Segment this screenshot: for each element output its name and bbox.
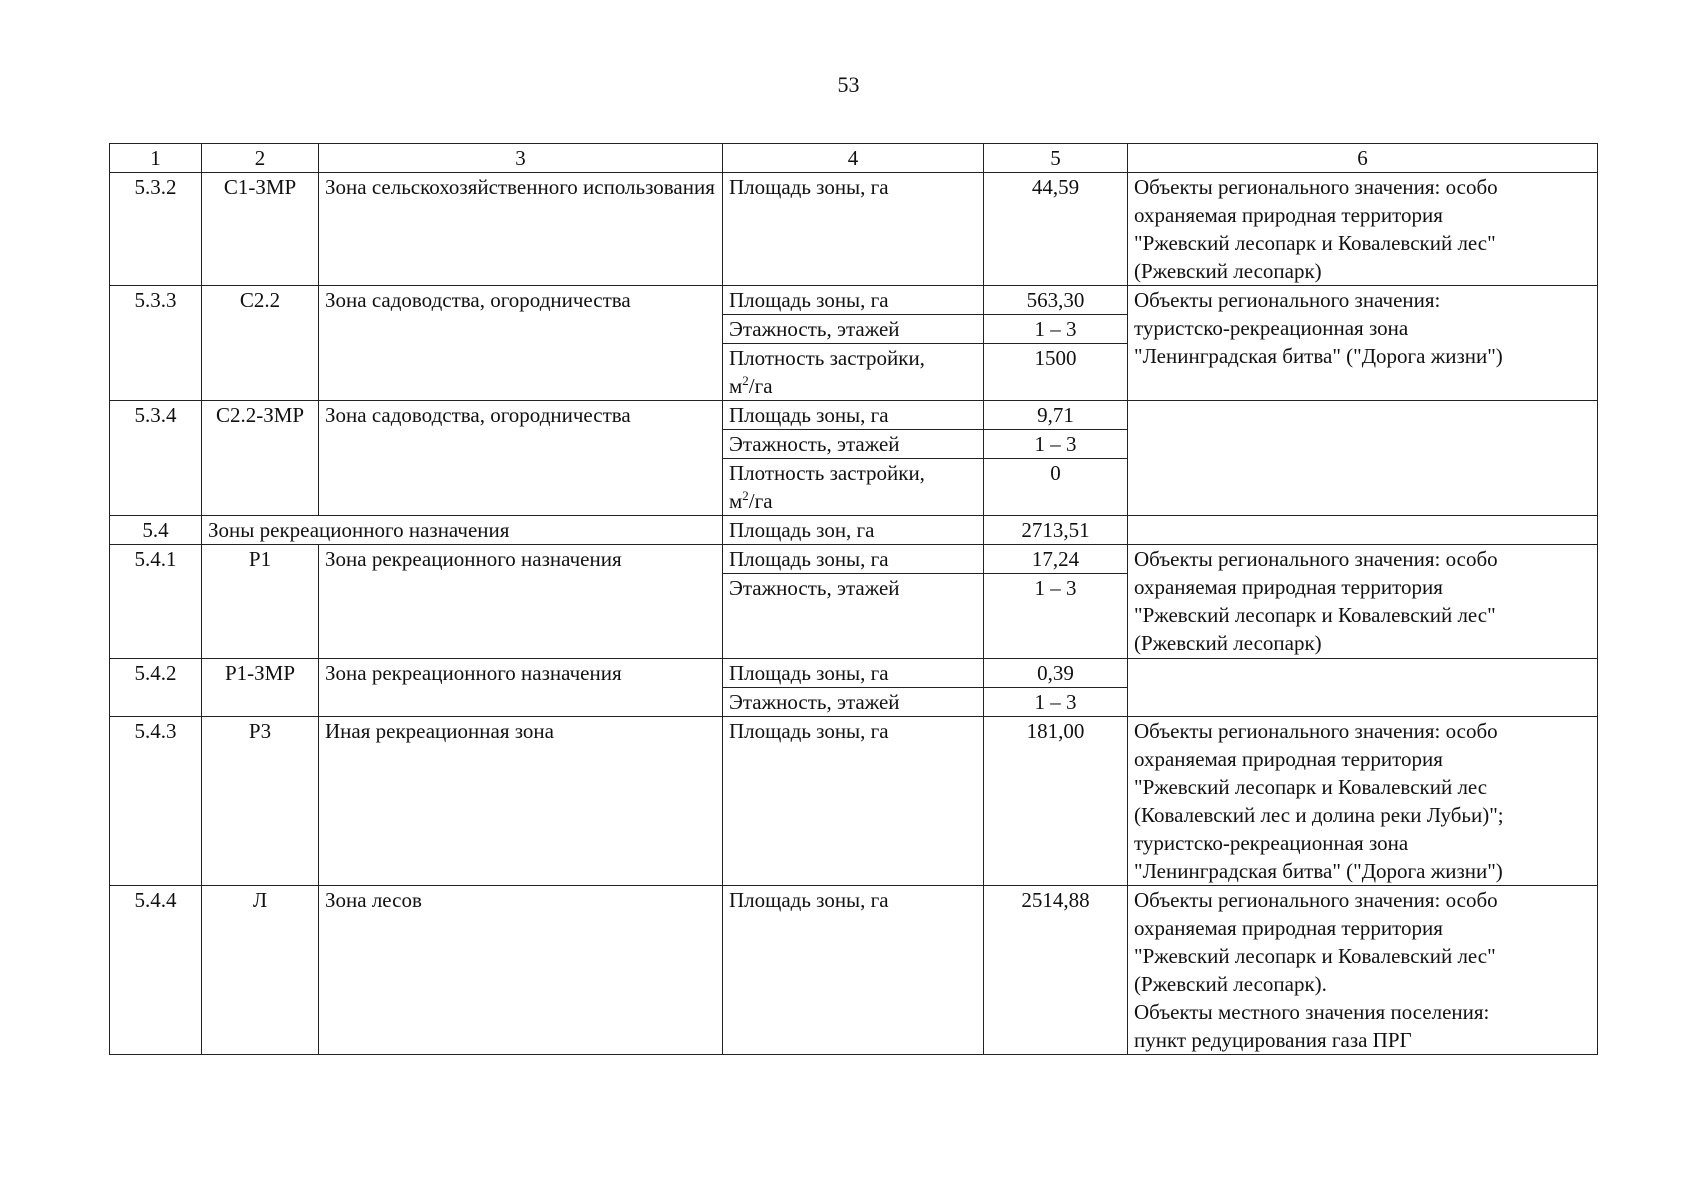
- parameter-label: [723, 430, 984, 459]
- parameter-label: [723, 659, 984, 688]
- header-cell: 4: [723, 144, 984, 173]
- row-number: 5.4: [110, 516, 202, 545]
- unit-tail: /га: [748, 489, 773, 513]
- objects-line: (Ковалевский лес и долина реки Лубьи)";: [1134, 803, 1504, 827]
- header-cell: 1: [110, 144, 202, 173]
- objects-description: [1128, 886, 1598, 1055]
- objects-description: [1128, 545, 1598, 659]
- zone-name: Зона рекреационного назначения: [319, 659, 723, 717]
- parameter-label: [723, 344, 984, 401]
- objects-description: [1128, 717, 1598, 886]
- parameter-label-text: Площадь зон, га: [729, 518, 875, 542]
- objects-line: охраняемая природная территория: [1134, 203, 1443, 227]
- parameter-label-text: Этажность, этажей: [729, 432, 900, 456]
- objects-line: Объекты регионального значения:: [1134, 288, 1441, 312]
- zone-code: Р3: [202, 717, 319, 886]
- row-number: 5.3.4: [110, 401, 202, 516]
- parameter-label-text: Этажность, этажей: [729, 690, 900, 714]
- objects-description: [1128, 286, 1598, 401]
- table-row: [110, 545, 1598, 574]
- zone-name: Зона рекреационного назначения: [319, 545, 723, 659]
- zone-code: С1-ЗМР: [202, 173, 319, 286]
- objects-line: Объекты регионального значения: особо: [1134, 888, 1498, 912]
- objects-description: [1128, 516, 1598, 545]
- table-row: [110, 659, 1598, 688]
- zone-code: Р1: [202, 545, 319, 659]
- parameter-label: [723, 717, 984, 886]
- row-number: 5.3.3: [110, 286, 202, 401]
- unit-tail: /га: [748, 374, 773, 398]
- objects-description: [1128, 173, 1598, 286]
- unit-base: м: [729, 374, 743, 398]
- row-number: 5.4.2: [110, 659, 202, 717]
- parameter-label-text: Площадь зоны, га: [729, 888, 889, 912]
- parameter-label: [723, 574, 984, 659]
- parameter-label-text: Плотность застройки,: [729, 346, 925, 370]
- zone-name: Зона садоводства, огородничества: [319, 286, 723, 401]
- objects-line: охраняемая природная территория: [1134, 916, 1443, 940]
- parameter-value: 44,59: [984, 173, 1128, 286]
- objects-line: (Ржевский лесопарк).: [1134, 972, 1327, 996]
- parameter-label: [723, 688, 984, 717]
- parameter-label: [723, 886, 984, 1055]
- objects-line: туристско-рекреационная зона: [1134, 316, 1409, 340]
- table-row: [110, 173, 1598, 286]
- parameter-label: [723, 173, 984, 286]
- objects-line: "Ржевский лесопарк и Ковалевский лес": [1134, 603, 1496, 627]
- objects-line: Объекты регионального значения: особо: [1134, 547, 1498, 571]
- parameter-value: 563,30: [984, 286, 1128, 315]
- unit-exponent: 2: [742, 373, 749, 388]
- header-cell: 3: [319, 144, 723, 173]
- objects-line: Объекты регионального значения: особо: [1134, 175, 1498, 199]
- objects-description: [1128, 659, 1598, 717]
- parameter-label: [723, 401, 984, 430]
- page-number: 53: [837, 72, 860, 97]
- row-number: 5.4.1: [110, 545, 202, 659]
- header-cell: 6: [1128, 144, 1598, 173]
- objects-line: Объекты регионального значения: особо: [1134, 719, 1498, 743]
- parameter-value: 1500: [984, 344, 1128, 401]
- parameter-value: 181,00: [984, 717, 1128, 886]
- objects-line: "Ржевский лесопарк и Ковалевский лес": [1134, 231, 1496, 255]
- header-cell: 2: [202, 144, 319, 173]
- objects-line: охраняемая природная территория: [1134, 575, 1443, 599]
- parameter-label-text: Площадь зоны, га: [729, 403, 889, 427]
- parameter-unit: [729, 372, 977, 400]
- zone-name: Зона лесов: [319, 886, 723, 1055]
- parameter-label: [723, 315, 984, 344]
- parameter-value: 2713,51: [984, 516, 1128, 545]
- zone-name: Зона сельскохозяйственного использования: [319, 173, 723, 286]
- objects-line: "Ржевский лесопарк и Ковалевский лес: [1134, 775, 1488, 799]
- row-number: 5.4.4: [110, 886, 202, 1055]
- parameter-label-text: Площадь зоны, га: [729, 719, 889, 743]
- objects-line: "Ленинградская битва" ("Дорога жизни"): [1134, 344, 1503, 368]
- zone-code: Л: [202, 886, 319, 1055]
- parameter-value: 2514,88: [984, 886, 1128, 1055]
- parameter-value: 1 – 3: [984, 574, 1128, 659]
- row-number: 5.3.2: [110, 173, 202, 286]
- parameter-label-text: Этажность, этажей: [729, 317, 900, 341]
- zone-code: Р1-ЗМР: [202, 659, 319, 717]
- parameter-label-text: Площадь зоны, га: [729, 288, 889, 312]
- objects-line: туристско-рекреационная зона: [1134, 831, 1409, 855]
- table-row: [110, 401, 1598, 430]
- objects-line: (Ржевский лесопарк): [1134, 631, 1322, 655]
- objects-line: Объекты местного значения поселения:: [1134, 1000, 1490, 1024]
- parameter-label: [723, 545, 984, 574]
- parameter-value: 0: [984, 459, 1128, 516]
- objects-line: (Ржевский лесопарк): [1134, 259, 1322, 283]
- objects-line: "Ржевский лесопарк и Ковалевский лес": [1134, 944, 1496, 968]
- table-row: [110, 516, 1598, 545]
- table-row: [110, 886, 1598, 1055]
- zone-name: Иная рекреационная зона: [319, 717, 723, 886]
- zone-code: С2.2-ЗМР: [202, 401, 319, 516]
- header-cell: 5: [984, 144, 1128, 173]
- parameter-value: 0,39: [984, 659, 1128, 688]
- table-header-row: [110, 144, 1598, 173]
- table-row: [110, 717, 1598, 886]
- parameter-label-text: Плотность застройки,: [729, 461, 925, 485]
- table-row: [110, 286, 1598, 315]
- parameter-label: [723, 516, 984, 545]
- parameter-label: [723, 459, 984, 516]
- parameter-label: [723, 286, 984, 315]
- parameter-value: 9,71: [984, 401, 1128, 430]
- objects-line: пункт редуцирования газа ПРГ: [1134, 1028, 1412, 1052]
- objects-line: охраняемая природная территория: [1134, 747, 1443, 771]
- unit-exponent: 2: [742, 488, 749, 503]
- parameter-label-text: Площадь зоны, га: [729, 661, 889, 685]
- parameter-label-text: Площадь зоны, га: [729, 175, 889, 199]
- zones-table: [109, 143, 1598, 1055]
- parameter-value: 1 – 3: [984, 688, 1128, 717]
- parameter-value: 1 – 3: [984, 315, 1128, 344]
- parameter-value: 17,24: [984, 545, 1128, 574]
- parameter-value: 1 – 3: [984, 430, 1128, 459]
- parameter-unit: [729, 487, 977, 515]
- group-name: Зоны рекреационного назначения: [202, 516, 723, 545]
- row-number: 5.4.3: [110, 717, 202, 886]
- unit-base: м: [729, 489, 743, 513]
- parameter-label-text: Площадь зоны, га: [729, 547, 889, 571]
- zone-name: Зона садоводства, огородничества: [319, 401, 723, 516]
- objects-line: "Ленинградская битва" ("Дорога жизни"): [1134, 859, 1503, 883]
- objects-description: [1128, 401, 1598, 516]
- parameter-label-text: Этажность, этажей: [729, 576, 900, 600]
- zone-code: С2.2: [202, 286, 319, 401]
